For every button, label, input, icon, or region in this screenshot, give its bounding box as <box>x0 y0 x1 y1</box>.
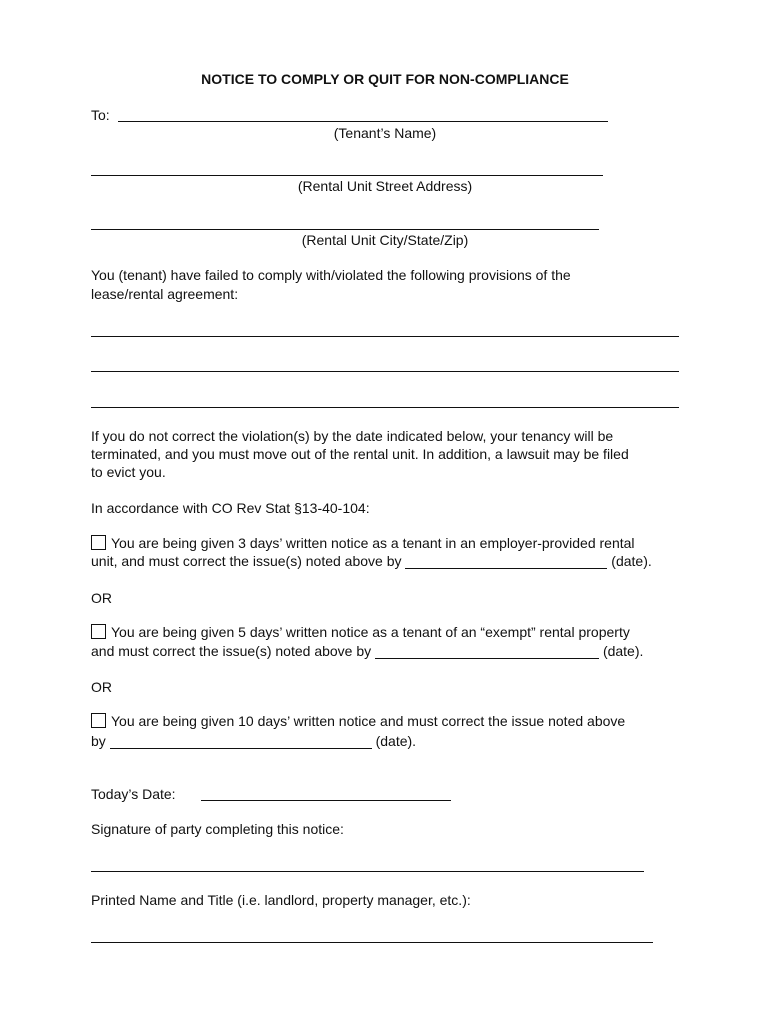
option-10-days-suffix: (date). <box>375 733 417 749</box>
tenant-name-caption: (Tenant’s Name) <box>333 125 437 141</box>
or-label-1: OR <box>91 590 112 606</box>
violation-intro-line-1: You (tenant) have failed to comply with/violated the following provisions of the <box>91 267 571 283</box>
option-5-days-line-2 <box>91 643 643 659</box>
printed-name-field[interactable] <box>91 942 653 943</box>
option-3-days-date-field[interactable] <box>405 554 607 569</box>
tenant-name-field[interactable] <box>118 121 608 122</box>
city-state-zip-caption: (Rental Unit City/State/Zip) <box>301 232 469 248</box>
option-3-days-prefix: unit, and must correct the issue(s) noted above by <box>91 553 402 569</box>
violation-field-2[interactable] <box>91 371 679 372</box>
consequence-line-2: terminated, and you must move out of the rental unit. In addition, a lawsuit may be filed <box>91 446 629 462</box>
option-10-days-date-field[interactable] <box>110 734 372 749</box>
option-3-days-line-1 <box>91 535 635 551</box>
option-5-days-suffix: (date). <box>602 643 644 659</box>
or-label-2: OR <box>91 679 112 695</box>
option-3-days-checkbox[interactable] <box>91 535 106 550</box>
option-10-days-prefix: by <box>91 733 106 749</box>
consequence-line-3: to evict you. <box>91 464 166 480</box>
option-3-days-line-2 <box>91 553 652 569</box>
option-5-days-checkbox[interactable] <box>91 624 106 639</box>
street-address-field[interactable] <box>91 175 603 176</box>
todays-date-label: Today’s Date: <box>91 786 176 802</box>
consequence-line-1: If you do not correct the violation(s) by the date indicated below, your tenancy will be <box>91 428 614 444</box>
option-3-days-text: You are being given 3 days’ written notice as a tenant in an employer-provided rental <box>111 535 635 551</box>
statute-text: In accordance with CO Rev Stat §13-40-104: <box>91 500 370 516</box>
option-10-days-checkbox[interactable] <box>91 713 106 728</box>
to-label: To: <box>91 107 110 123</box>
street-address-caption: (Rental Unit Street Address) <box>297 178 473 194</box>
signature-field[interactable] <box>91 871 644 872</box>
printed-name-label: Printed Name and Title (i.e. landlord, property manager, etc.): <box>91 892 471 908</box>
option-10-days-line-2 <box>91 733 416 749</box>
violation-intro-line-2: lease/rental agreement: <box>91 286 239 302</box>
option-5-days-line-1 <box>91 624 630 640</box>
option-10-days-text: You are being given 10 days’ written notice and must correct the issue noted above <box>111 713 626 729</box>
violation-field-1[interactable] <box>91 336 679 337</box>
todays-date-field[interactable] <box>201 800 451 801</box>
option-3-days-suffix: (date). <box>611 553 652 569</box>
option-5-days-date-field[interactable] <box>375 644 599 659</box>
document-title: NOTICE TO COMPLY OR QUIT FOR NON-COMPLIANCE <box>201 71 569 87</box>
option-5-days-text: You are being given 5 days’ written notice as a tenant of an “exempt” rental property <box>111 624 630 640</box>
city-state-zip-field[interactable] <box>91 229 599 230</box>
option-10-days-line-1 <box>91 713 625 729</box>
signature-label: Signature of party completing this notice: <box>91 821 344 837</box>
option-5-days-prefix: and must correct the issue(s) noted above by <box>91 643 372 659</box>
violation-field-3[interactable] <box>91 407 679 408</box>
